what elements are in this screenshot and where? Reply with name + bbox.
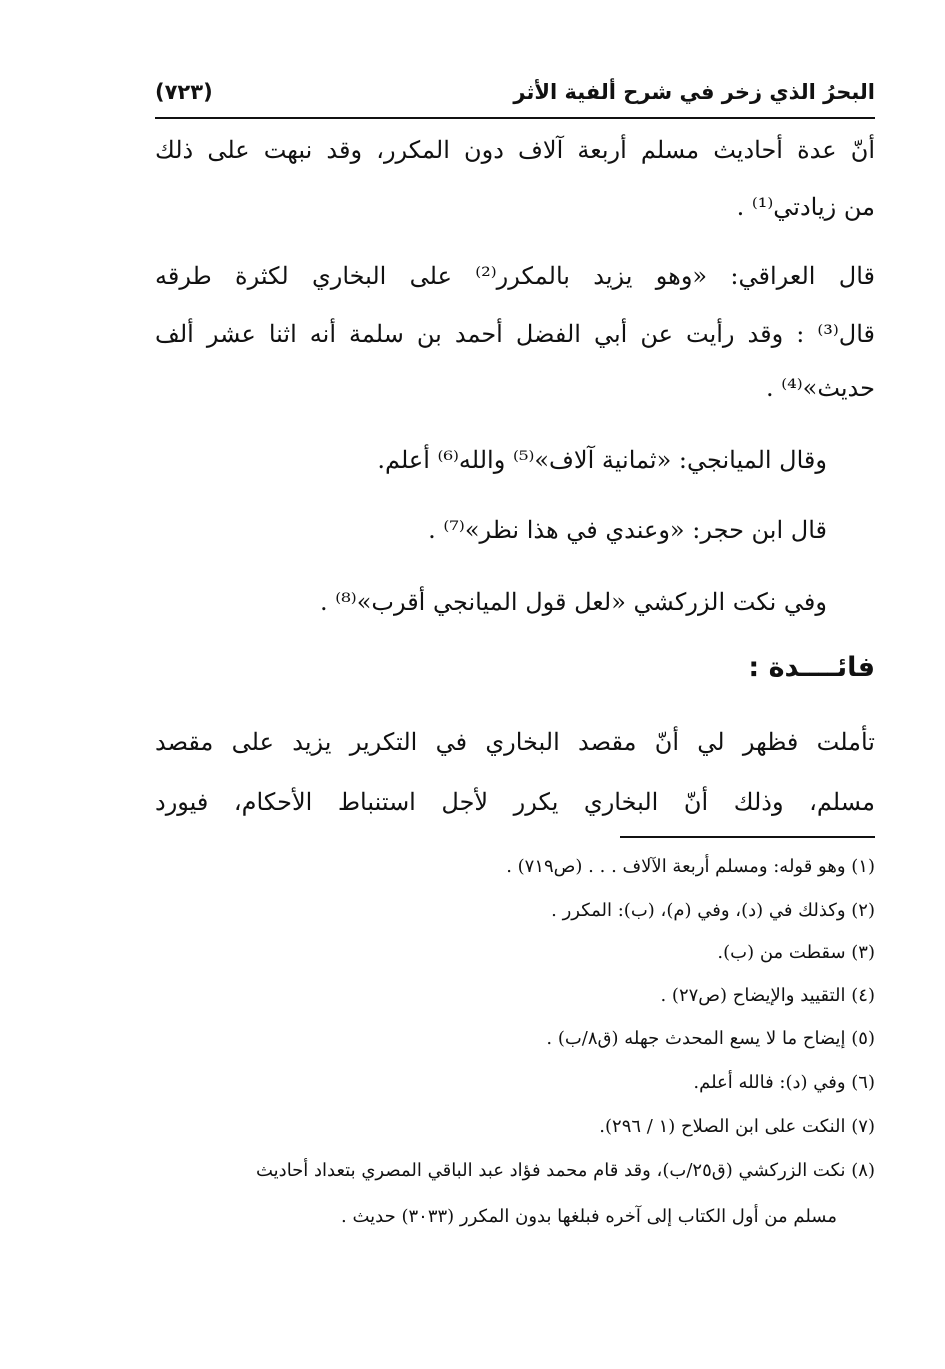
footnote-8-continuation: مسلم من أول الكتاب إلى آخره فبلغها بدون المكرر (٣٠٣٣) حديث . [341, 1206, 837, 1227]
footnote-8: (٨) نكت الزركشي (ق٢٥/ب)، وقد قام محمد فؤاد عبد الباقي المصري بتعداد أحاديث [256, 1160, 875, 1181]
footnote-1: (١) وهو قوله: ومسلم أربعة الآلاف . . . (ص٧١٩) . [506, 856, 875, 877]
footnote-4: (٤) التقييد والإيضاح (ص٢٧) . [660, 985, 875, 1006]
footnote-3: (٣) سقطت من (ب). [717, 942, 875, 963]
section-heading: فائــــدة : [748, 652, 875, 683]
header-divider [155, 117, 875, 119]
footnote-5: (٥) إيضاح ما لا يسع المحدث جهله (ق٨/ب) . [546, 1028, 875, 1049]
body-line-6: وقال الميانجي: «ثمانية آلاف»⁽⁵⁾ والله⁽⁶⁾ أعلم. [377, 446, 827, 474]
body-line-9: تأملت فظهر لي أنّ مقصد البخاري في التكرير يزيد على مقصد [155, 728, 875, 756]
book-title: البحرُ الذي زخر في شرح ألفية الأثر [513, 80, 875, 104]
body-line-7: قال ابن حجر: «وعندي في هذا نظر»⁽⁷⁾ . [428, 516, 827, 544]
footnote-7: (٧) النكت على ابن الصلاح (١ / ٢٩٦). [599, 1116, 875, 1137]
body-line-5: حديث»⁽⁴⁾ . [765, 374, 875, 402]
body-line-4: قال⁽³⁾ : وقد رأيت عن أبي الفضل أحمد بن سلمة أنه اثنا عشر ألف [155, 320, 875, 348]
footnote-divider [620, 836, 875, 838]
body-line-8: وفي نكت الزركشي «لعل قول الميانجي أقرب»⁽⁸⁾ . [320, 588, 827, 616]
body-line-1: أنّ عدة أحاديث مسلم أربعة آلاف دون المكرر، وقد نبهت على ذلك [155, 136, 875, 164]
footnote-2: (٢) وكذلك في (د)، وفي (م)، (ب): المكرر . [551, 900, 875, 921]
body-line-3: قال العراقي: «وهو يزيد بالمكرر⁽²⁾ على البخاري لكثرة طرقه [155, 262, 875, 290]
page-number: (٧٢٣) [155, 80, 213, 104]
body-line-2: من زيادتي⁽¹⁾ . [736, 193, 875, 221]
running-header [155, 70, 875, 114]
footnote-6: (٦) وفي (د): فالله أعلم. [693, 1072, 875, 1093]
body-line-10: مسلم، وذلك أنّ البخاري يكرر لأجل استنباط الأحكام، فيورد [155, 788, 875, 816]
